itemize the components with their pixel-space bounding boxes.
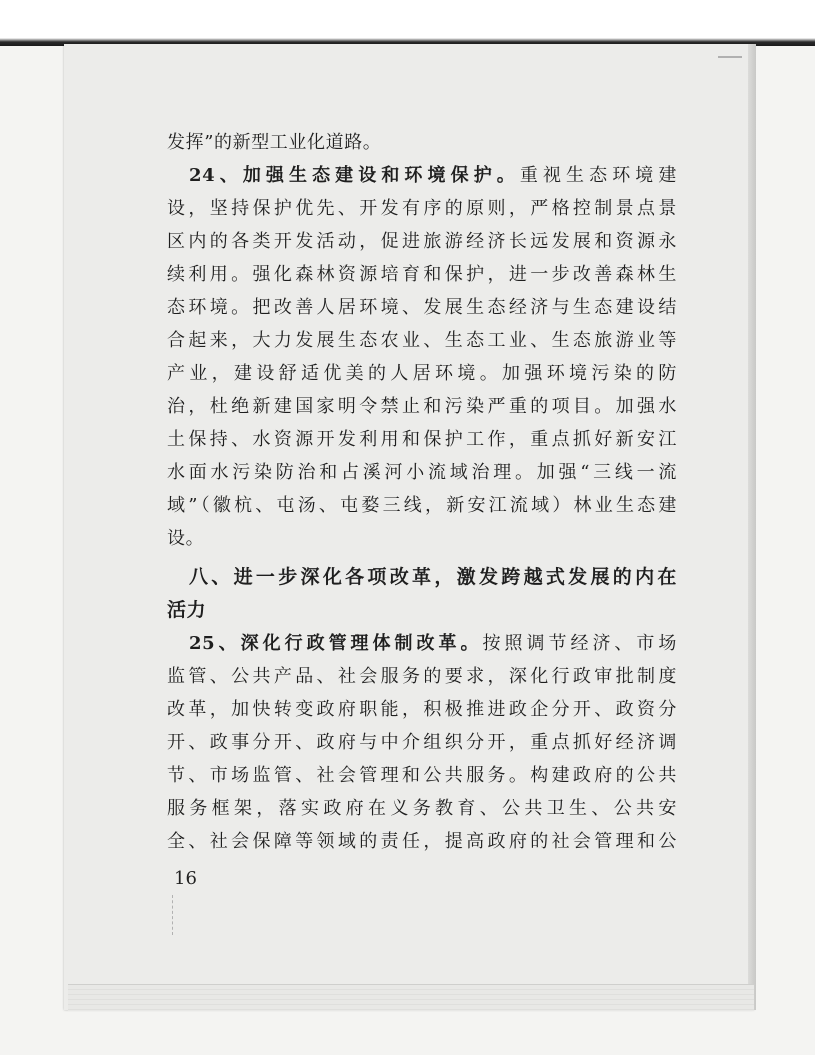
edge-mark — [172, 895, 175, 935]
section-24-line: 态环境。把改善人居环境、发展生态经济与生态建设结 — [167, 297, 677, 318]
section-25-first-line — [167, 627, 677, 660]
section-24-line: 治，杜绝新建国家明令禁止和污染严重的项目。加强水 — [167, 396, 677, 417]
section-24-line: 续利用。强化森林资源培育和保护，进一步改善森林生 — [167, 264, 677, 285]
section-25-line: 节、市场监管、社会管理和公共服务。构建政府的公共 — [167, 765, 677, 786]
section-24-line: 域”（徽杭、屯汤、屯婺三线，新安江流域）林业生态建 — [167, 495, 677, 516]
corner-mark — [718, 56, 742, 66]
section-25-line: 全、社会保障等领域的责任，提高政府的社会管理和公 — [167, 831, 677, 852]
section-24-line: 设，坚持保护优先、开发有序的原则，严格控制景点景 — [167, 198, 677, 219]
section-24-line: 产业，建设舒适优美的人居环境。加强环境污染的防 — [167, 363, 677, 384]
body-text — [167, 126, 677, 858]
section-25-heading: 25、深化行政管理体制改革。 — [189, 633, 483, 654]
section-24-line: 区内的各类开发活动，促进旅游经济长远发展和资源永 — [167, 231, 677, 252]
page-edge — [748, 44, 756, 1010]
paragraph-line: 发挥”的新型工业化道路。 — [167, 132, 382, 153]
chapter-8-heading-cont: 活力 — [167, 599, 207, 621]
section-24-line: 水面水污染防治和占溪河小流域治理。加强“三线一流 — [167, 462, 677, 483]
section-25-line: 监管、公共产品、社会服务的要求，深化行政审批制度 — [167, 666, 677, 687]
section-25-line-rest: 按照调节经济、市场 — [482, 633, 677, 654]
section-25-line: 服务框架，落实政府在义务教育、公共卫生、公共安 — [167, 798, 677, 819]
chapter-8-heading: 八、进一步深化各项改革，激发跨越式发展的内在 — [189, 566, 677, 588]
section-24-line: 合起来，大力发展生态农业、生态工业、生态旅游业等 — [167, 330, 677, 351]
section-24-line: 土保持、水资源开发利用和保护工作，重点抓好新安江 — [167, 429, 677, 450]
section-24-line-rest: 重视生态环境建 — [519, 165, 677, 186]
page-number: 16 — [174, 868, 197, 889]
section-24-heading: 24、加强生态建设和环境保护。 — [189, 165, 520, 186]
section-25-line: 改革，加快转变政府职能，积极推进政企分开、政资分 — [167, 699, 677, 720]
section-25-line: 开、政事分开、政府与中介组织分开，重点抓好经济调 — [167, 732, 677, 753]
section-24-first-line — [167, 159, 677, 192]
scanner-frame — [0, 0, 815, 46]
section-24-line: 设。 — [167, 528, 205, 549]
page-stack-edge — [68, 984, 754, 1011]
